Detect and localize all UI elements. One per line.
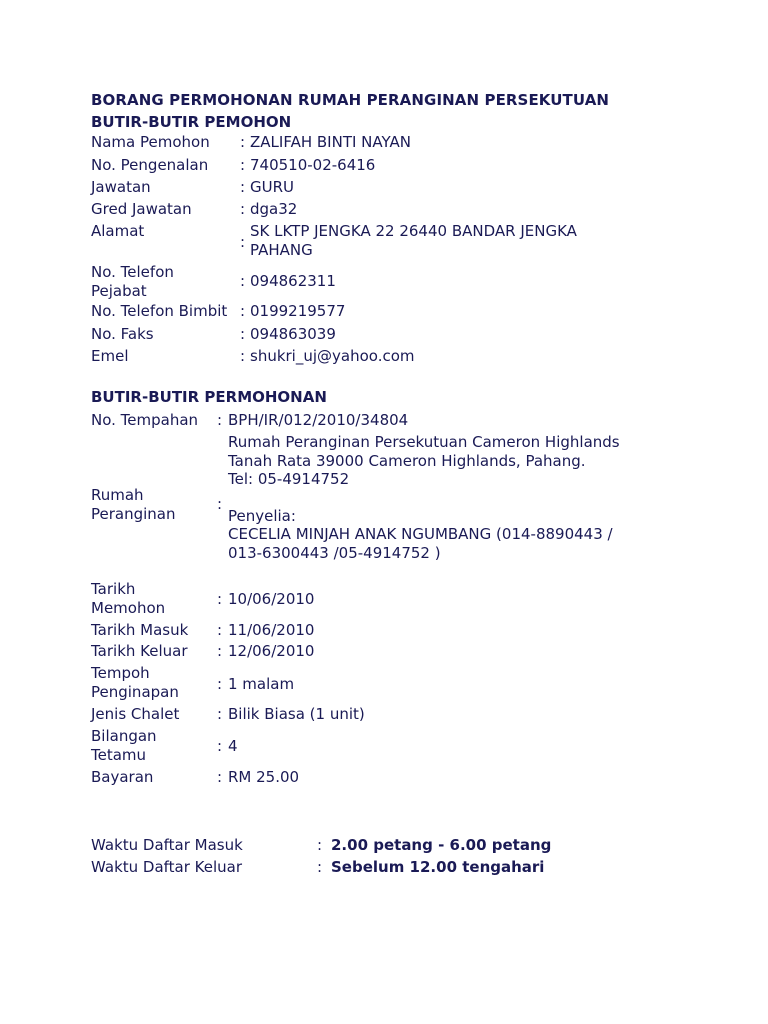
label-gred: Gred Jawatan [91, 200, 192, 218]
value-alamat-line2: PAHANG [250, 241, 313, 259]
value-tempahan: BPH/IR/012/2010/34804 [228, 411, 409, 429]
colon: : [240, 133, 246, 151]
colon: : [217, 642, 223, 660]
label-faks: No. Faks [91, 325, 154, 343]
value-pengenalan: 740510-02-6416 [250, 156, 376, 174]
value-jenis-chalet: Bilik Biasa (1 unit) [228, 705, 365, 723]
rumah-line-4: Penyelia: [228, 506, 296, 525]
rumah-line-1: Rumah Peranginan Persekutuan Cameron Highlands [228, 433, 620, 451]
label-rumah-2: Peranginan [91, 505, 176, 523]
value-bilangan: 4 [228, 737, 238, 755]
colon: : [240, 347, 246, 365]
rumah-line-6: 013-6300443 /05-4914752 ) [228, 543, 441, 562]
value-daftar-masuk: 2.00 petang - 6.00 petang [331, 836, 552, 854]
value-alamat-line1: SK LKTP JENGKA 22 26440 BANDAR JENGKA [250, 222, 577, 240]
rumah-line-5: CECELIA MINJAH ANAK NGUMBANG (014-8890443 / [228, 525, 613, 543]
colon: : [240, 156, 246, 174]
spacer [228, 489, 620, 507]
section-heading-pemohon: BUTIR-BUTIR PEMOHON [91, 113, 292, 131]
value-tarikh-keluar: 12/06/2010 [228, 642, 315, 660]
label-bilangan-1: Bilangan [91, 727, 157, 745]
colon: : [217, 621, 223, 639]
colon: : [240, 272, 246, 290]
value-bayaran: RM 25.00 [228, 768, 300, 786]
colon: : [240, 302, 246, 320]
label-tarikh-keluar: Tarikh Keluar [91, 642, 188, 660]
section-heading-permohonan: BUTIR-BUTIR PERMOHONAN [91, 388, 327, 406]
label-pengenalan: No. Pengenalan [91, 156, 209, 174]
label-tempahan: No. Tempahan [91, 411, 199, 429]
label-tel-bimbit: No. Telefon Bimbit [91, 302, 228, 320]
colon: : [317, 836, 323, 854]
value-tarikh-memohon: 10/06/2010 [228, 590, 315, 608]
label-tempoh-2: Penginapan [91, 683, 179, 701]
label-tarikh-masuk: Tarikh Masuk [91, 621, 189, 639]
label-bayaran: Bayaran [91, 768, 154, 786]
value-tempoh: 1 malam [228, 675, 295, 693]
colon: : [240, 325, 246, 343]
rumah-line-3: Tel: 05-4914752 [228, 470, 350, 488]
value-tel-pejabat: 094862311 [250, 272, 336, 290]
colon: : [217, 590, 223, 608]
value-tel-bimbit: 0199219577 [250, 302, 346, 320]
colon: : [217, 737, 223, 755]
label-tel-pejabat-1: No. Telefon [91, 263, 174, 281]
colon: : [240, 178, 246, 196]
label-jenis-chalet: Jenis Chalet [91, 705, 180, 723]
rumah-peranginan-details [228, 433, 620, 562]
label-rumah-1: Rumah [91, 486, 144, 504]
label-jawatan: Jawatan [91, 178, 151, 196]
colon: : [217, 705, 223, 723]
label-daftar-keluar: Waktu Daftar Keluar [91, 858, 243, 876]
label-tel-pejabat-2: Pejabat [91, 282, 147, 300]
label-emel: Emel [91, 347, 129, 365]
value-gred: dga32 [250, 200, 298, 218]
value-jawatan: GURU [250, 178, 295, 196]
colon: : [317, 858, 323, 876]
value-faks: 094863039 [250, 325, 336, 343]
colon: : [217, 675, 223, 693]
colon: : [240, 233, 246, 251]
label-nama: Nama Pemohon [91, 133, 210, 151]
colon: : [217, 768, 223, 786]
label-tarikh-memohon-1: Tarikh [91, 580, 136, 598]
colon: : [240, 200, 246, 218]
rumah-line-2: Tanah Rata 39000 Cameron Highlands, Pahang. [228, 451, 586, 470]
label-alamat: Alamat [91, 222, 145, 240]
label-tarikh-memohon-2: Memohon [91, 599, 166, 617]
label-daftar-masuk: Waktu Daftar Masuk [91, 836, 243, 854]
label-bilangan-2: Tetamu [91, 746, 147, 764]
value-emel: shukri_uj@yahoo.com [250, 347, 415, 365]
colon: : [217, 411, 223, 429]
value-nama: ZALIFAH BINTI NAYAN [250, 133, 411, 151]
label-tempoh-1: Tempoh [91, 664, 150, 682]
colon: : [217, 495, 223, 513]
form-title: BORANG PERMOHONAN RUMAH PERANGINAN PERSEKUTUAN [91, 91, 610, 109]
value-tarikh-masuk: 11/06/2010 [228, 621, 315, 639]
value-daftar-keluar: Sebelum 12.00 tengahari [331, 858, 545, 876]
